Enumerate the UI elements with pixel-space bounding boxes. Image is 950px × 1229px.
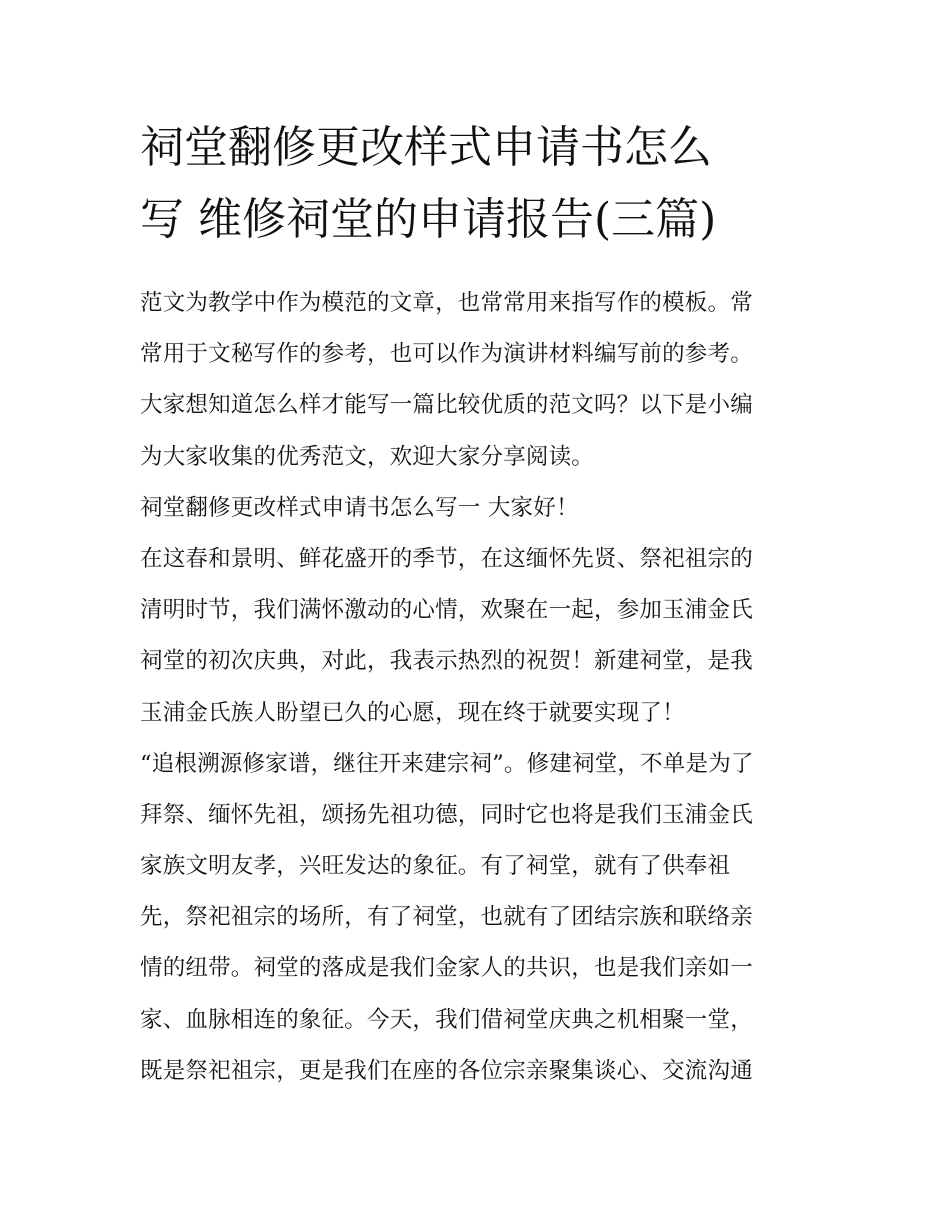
body-line: 大家想知道怎么样才能写一篇比较优质的范文吗？以下是小编 — [140, 392, 753, 419]
body-line: “追根溯源修家谱，继往开来建宗祠”。修建祠堂，不单是为了 — [140, 750, 754, 777]
body-line: 家族文明友孝，兴旺发达的象征。有了祠堂，就有了供奉祖 — [140, 853, 731, 880]
section-heading-line: 祠堂翻修更改样式申请书怎么写一 大家好！ — [140, 494, 579, 521]
body-line: 祠堂的初次庆典，对此，我表示热烈的祝贺！新建祠堂，是我 — [140, 648, 753, 675]
body-line: 情的纽带。祠堂的落成是我们金家人的共识，也是我们亲如一 — [140, 955, 753, 982]
title-line-2: 写 维修祠堂的申请报告(三篇) — [140, 194, 717, 245]
body-line: 玉浦金氏族人盼望已久的心愿，现在终于就要实现了！ — [140, 699, 685, 726]
title-line-1: 祠堂翻修更改样式申请书怎么 — [140, 122, 712, 173]
body-line: 范文为教学中作为模范的文章，也常常用来指写作的模板。常 — [140, 290, 753, 316]
body-line: 家、血脉相连的象征。今天，我们借祠堂庆典之机相聚一堂， — [140, 1006, 753, 1033]
body-line: 为大家收集的优秀范文，欢迎大家分享阅读。 — [140, 443, 595, 470]
document-body — [140, 278, 830, 1097]
body-line: 清明时节，我们满怀激动的心情，欢聚在一起，参加玉浦金氏 — [140, 597, 753, 624]
body-line: 常用于文秘写作的参考，也可以作为演讲材料编写前的参考。 — [140, 341, 753, 368]
body-line: 在这春和景明、鲜花盛开的季节，在这缅怀先贤、祭祀祖宗的 — [140, 545, 753, 572]
body-line: 既是祭祀祖宗，更是我们在座的各位宗亲聚集谈心、交流沟通 — [140, 1057, 753, 1084]
body-line: 拜祭、缅怀先祖，颂扬先祖功德，同时它也将是我们玉浦金氏 — [140, 801, 753, 828]
body-line: 先，祭祀祖宗的场所，有了祠堂，也就有了团结宗族和联络亲 — [140, 904, 753, 931]
document-title — [140, 112, 830, 256]
